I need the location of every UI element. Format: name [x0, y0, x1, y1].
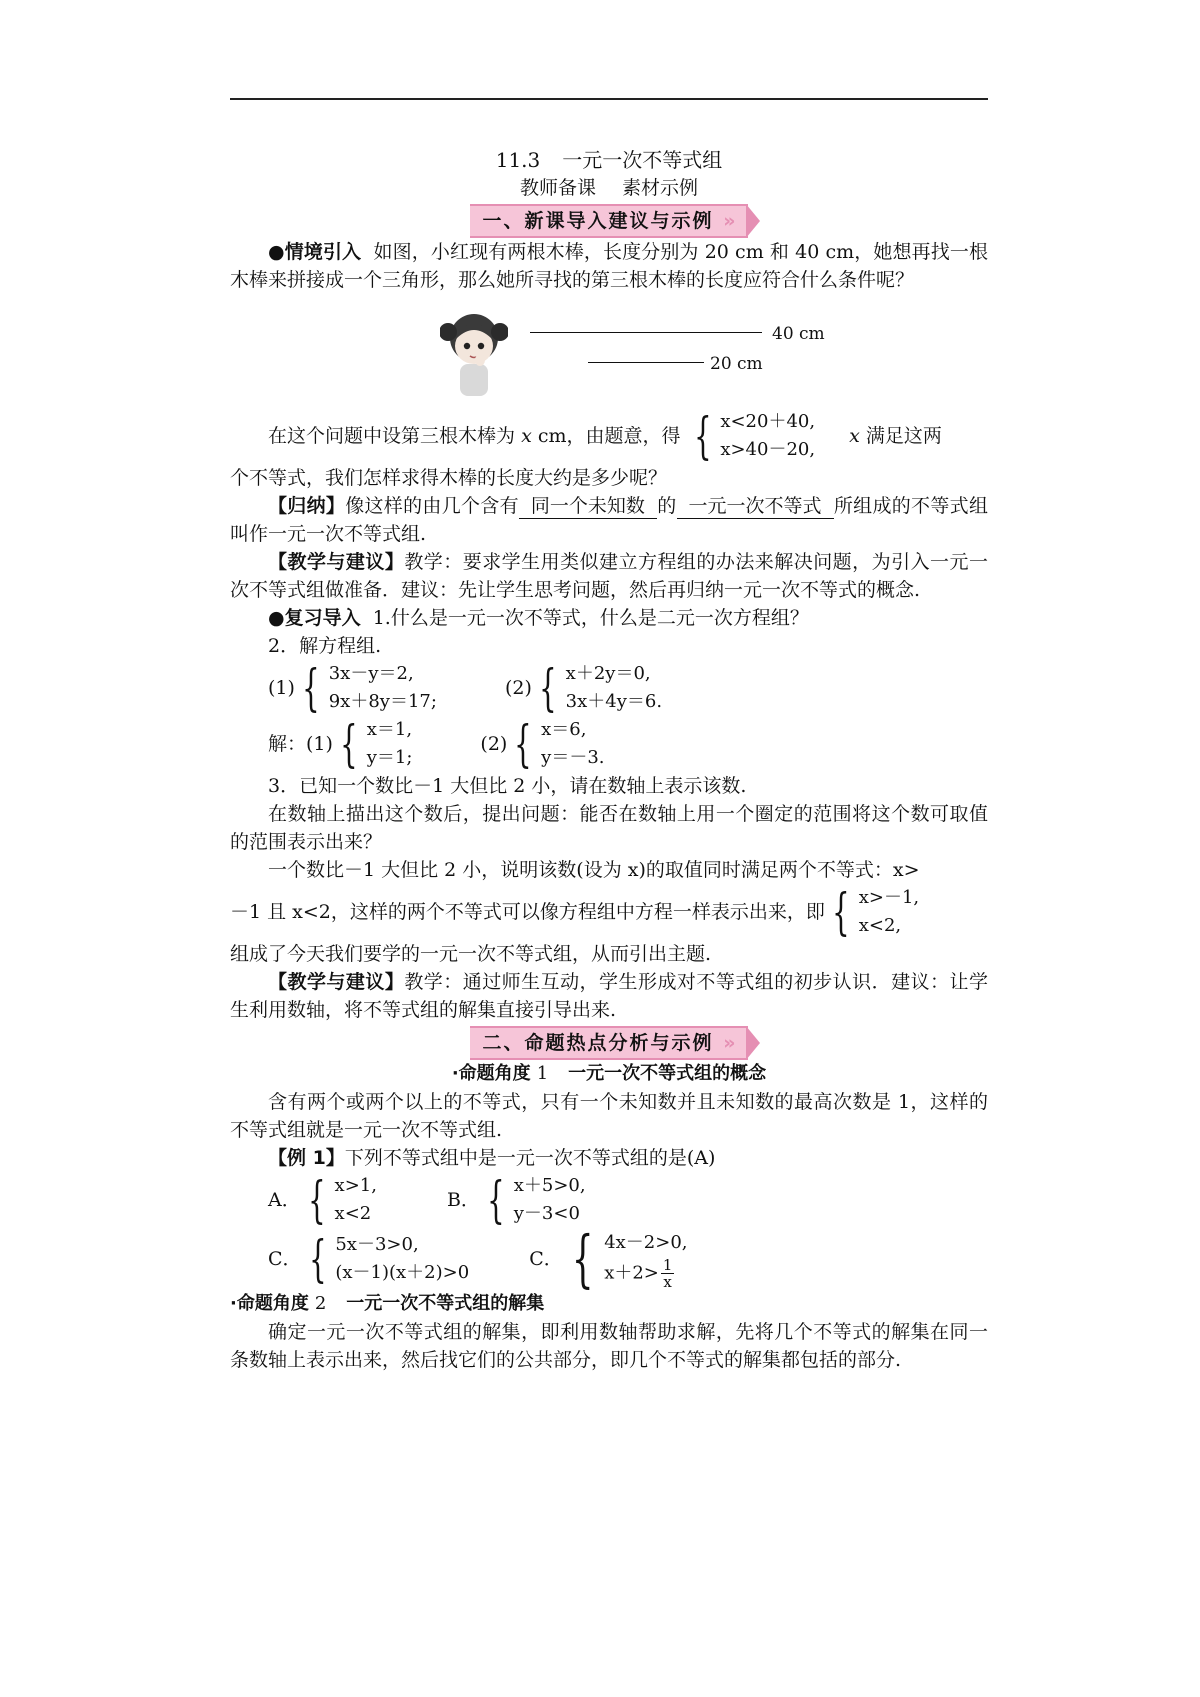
var-x-2: x: [849, 425, 860, 447]
inequality-system-range: { x>－1, x<2,: [832, 883, 920, 941]
stick-long: [530, 332, 762, 333]
angle-1-heading: [230, 1060, 988, 1088]
stick-long-label: 40 cm: [772, 324, 825, 344]
equation-system-1: { 3x－y＝2, 9x＋8y＝17;: [302, 659, 437, 717]
review-intro: [230, 604, 988, 632]
advice-paragraph-2: [230, 968, 988, 1024]
setup-continuation: 个不等式，我们怎样求得木棒的长度大约是多少呢？: [230, 467, 668, 489]
option-b-label: B．: [446, 1189, 480, 1211]
eq-2a: x＋2y＝0,: [565, 663, 651, 684]
review-paragraph-3-text: －1 且 x<2，这样的两个不等式可以像方程组中方程一样表示出来，即: [230, 901, 825, 923]
option-d-line-1: 4x－2>0,: [604, 1231, 688, 1253]
setup-unit: cm，由题意，得: [537, 425, 681, 447]
option-a-label: A．: [268, 1189, 301, 1211]
example-1: [230, 1144, 988, 1172]
system-2-label: (2): [504, 677, 532, 699]
sol-2b: y＝－3.: [541, 747, 605, 768]
solution-row: [230, 716, 988, 772]
solution-system-1: { x＝1, y＝1;: [340, 715, 413, 773]
fraction-denominator: x: [663, 1272, 672, 1291]
induction-text-1: 像这样的由几个含有: [345, 495, 519, 517]
options-row-1: [230, 1172, 988, 1228]
eq-1a: 3x－y＝2,: [328, 663, 414, 684]
review-paragraph-4: 组成了今天我们要学的一元一次不等式组，从而引出主题.: [230, 943, 712, 965]
girl-illustration: [440, 304, 508, 398]
option-d-system: { 4x－2>0, x＋2> $\frac{1}{x}$: [571, 1222, 688, 1295]
setup-line: [230, 408, 988, 464]
option-d-label: C．: [529, 1248, 563, 1270]
setup-after: 满足这两: [865, 425, 942, 447]
induction-heading: 【归纳】: [268, 495, 346, 517]
eq-1b: 9x＋8y＝17;: [328, 691, 437, 712]
angle-2-number: 2: [314, 1293, 327, 1314]
section-banner-hotspots: [470, 1026, 747, 1060]
inequality-system-sticks: { x<20＋40, x>40－20,: [693, 407, 816, 465]
advice-heading-2: 【教学与建议】: [268, 971, 405, 993]
angle-2-heading: [230, 1290, 988, 1318]
var-x: x: [521, 425, 532, 447]
review-question-3: 3．已知一个数比－1 大但比 2 小，请在数轴上表示该数.: [268, 775, 747, 797]
solution-2-label: (2): [480, 733, 508, 755]
equation-system-2: { x＋2y＝0, 3x＋4y＝6.: [539, 659, 663, 717]
angle-1-prefix: ·命题角度: [451, 1063, 531, 1084]
banner-hotspots-label: 二、命题热点分析与示例: [482, 1032, 714, 1054]
example-1-heading: 【例 1】: [268, 1147, 345, 1169]
option-b-line-1: x＋5>0,: [513, 1175, 586, 1196]
option-c-system: { 5x－3>0, (x－1)(x＋2)>0: [308, 1230, 470, 1288]
option-a-line-2: x<2: [334, 1203, 372, 1224]
review-heading: ●复习导入: [268, 607, 361, 629]
induction-paragraph: [230, 492, 988, 548]
angle-1-number: 1: [536, 1063, 549, 1084]
stick-short: [588, 362, 704, 363]
sol-1a: x＝1,: [366, 719, 413, 740]
advice-paragraph-1: [230, 548, 988, 604]
chevron-right-icon: »: [723, 1032, 738, 1054]
advice-heading-1: 【教学与建议】: [268, 551, 405, 573]
angle-1-title: 一元一次不等式组的概念: [568, 1063, 767, 1084]
review-question-2: 2．解方程组.: [268, 635, 382, 657]
system-1-label: (1): [268, 677, 295, 699]
sol-1b: y＝1;: [366, 747, 413, 768]
blank-answer-2: 一元一次不等式: [677, 494, 834, 519]
angle-1-text: 含有两个或两个以上的不等式，只有一个未知数并且未知数的最高次数是 1，这样的不等式组就是一元一次不等式组.: [230, 1091, 988, 1141]
page-title: [230, 146, 988, 174]
section-title: 一元一次不等式组: [562, 148, 723, 172]
options-row-2: [230, 1222, 988, 1295]
ineq-3b: x<2,: [858, 915, 902, 936]
system-line-1: x<20＋40,: [720, 411, 816, 432]
solution-system-2: { x＝6, y＝－3.: [514, 715, 605, 773]
review-paragraph-1: 在数轴上描出这个数后，提出问题：能否在数轴上用一个圈定的范围将这个数可取值的范围表示出来？: [230, 803, 988, 853]
option-a-system: { x>1, x<2: [307, 1171, 377, 1229]
sticks-figure: [230, 298, 988, 402]
advice-text-2: 教学：通过师生互动，学生形成对不等式组的初步认识．建议：让学生利用数轴，将不等式组的解集直接引导出来.: [230, 971, 988, 1021]
option-c-line-2: (x－1)(x＋2)>0: [335, 1262, 470, 1283]
top-rule: [230, 98, 988, 100]
setup-before: 在这个问题中设第三根木棒为: [268, 425, 516, 447]
sol-2a: x＝6,: [541, 719, 587, 740]
option-b-line-2: y－3<0: [513, 1203, 580, 1224]
fraction: [661, 1257, 675, 1290]
option-a-line-1: x>1,: [334, 1175, 377, 1196]
solution-label: 解：(1): [268, 733, 333, 755]
option-c-label: C．: [268, 1248, 302, 1270]
page-subtitle: [230, 174, 988, 202]
banner-intro-label: 一、新课导入建议与示例: [482, 210, 714, 232]
equation-systems-row: [230, 660, 988, 716]
subtitle-left: 教师备课: [519, 177, 596, 199]
angle-2-prefix: ·命题角度: [230, 1293, 309, 1314]
review-paragraph-2: 一个数比－1 大但比 2 小，说明该数(设为 x)的取值同时满足两个不等式：x>: [268, 859, 920, 881]
example-1-text: 下列不等式组中是一元一次不等式组的是(A): [344, 1147, 716, 1169]
option-c-line-1: 5x－3>0,: [335, 1234, 419, 1255]
eq-2b: 3x＋4y＝6.: [565, 691, 663, 712]
review-question-1: 1.什么是一元一次不等式，什么是二元一次方程组？: [372, 607, 809, 629]
section-banner-intro: [470, 204, 747, 238]
stick-short-label: 20 cm: [710, 354, 763, 374]
angle-2-text: 确定一元一次不等式组的解集，即利用数轴帮助求解，先将几个不等式的解集在同一条数轴上表示出来，然后找它们的公共部分，即几个不等式的解集都包括的部分.: [230, 1321, 988, 1371]
induction-text-2: 的: [656, 495, 677, 517]
angle-2-title: 一元一次不等式组的解集: [346, 1293, 545, 1314]
induction-text-3: 所组成的不等式组叫作一元一次不等式组.: [230, 495, 988, 545]
situation-text: 如图，小红现有两根木棒，长度分别为 20 cm 和 40 cm，她想再找一根木棒来拼接成一个三角形，那么她所寻找的第三根木棒的长度应符合什么条件呢？: [230, 241, 988, 291]
chevron-right-icon: »: [723, 210, 738, 232]
section-number: 11.3: [495, 148, 541, 172]
banner-row-2: [230, 1026, 988, 1056]
option-b-system: { x＋5>0, y－3<0: [487, 1171, 586, 1229]
ineq-3a: x>－1,: [858, 887, 920, 908]
system-line-2: x>40－20,: [720, 439, 816, 460]
situation-heading: ●情境引入: [268, 241, 362, 263]
blank-answer-1: 同一个未知数: [519, 494, 657, 519]
advice-text-1: 教学：要求学生用类似建立方程组的办法来解决问题，为引入一元一次不等式组做准备．建议：先让学生思考问题，然后再归纳一元一次不等式的概念.: [230, 551, 988, 601]
review-paragraph-3: [230, 884, 988, 940]
situation-paragraph: [230, 238, 988, 294]
fraction-numerator: 1: [662, 1255, 673, 1274]
option-d-line-2: x＋2>: [604, 1262, 659, 1283]
document-body: [230, 146, 988, 1374]
banner-row-1: [230, 204, 988, 234]
subtitle-right: 素材示例: [622, 177, 699, 199]
